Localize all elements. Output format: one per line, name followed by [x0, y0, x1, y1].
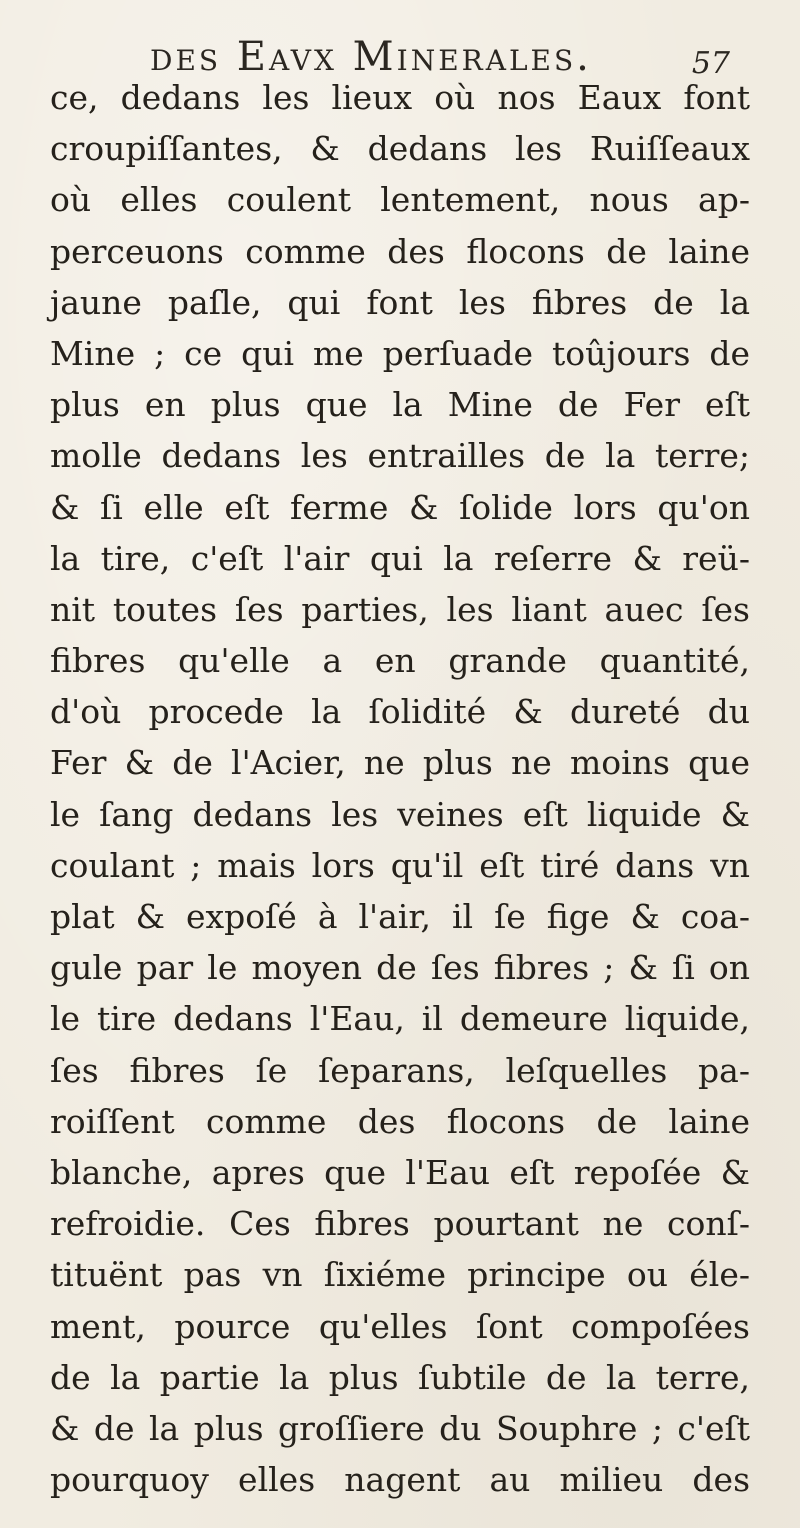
text-line: refroidie. Ces fibres pourtant ne conſ-: [50, 1204, 750, 1244]
text-line: où elles coulent lentement, nous ap-: [50, 180, 750, 220]
text-line: & de la plus groſſiere du Souphre ; c'eſt: [50, 1408, 750, 1448]
text-line: & ſi elle eſt ferme & ſolide lors qu'on: [50, 487, 750, 527]
text-line: perceuons comme des flocons de laine: [50, 231, 750, 271]
text-line: coulant ; mais lors qu'il eſt tiré dans vn: [50, 845, 750, 885]
text-line: plat & expoſé à l'air, il ſe fige & coa-: [50, 897, 750, 936]
text-line: blanche, apres que l'Eau eſt repoſée &: [50, 1152, 750, 1192]
text-line: nit toutes ſes parties, les liant auec ſes: [50, 589, 750, 629]
text-line: de la partie la plus ſubtile de la terre,: [50, 1357, 750, 1397]
page-number: 57: [691, 46, 730, 81]
body-text: [50, 72, 750, 1505]
text-line: pourquoy elles nagent au milieu des: [50, 1460, 750, 1500]
text-line: jaune paſle, qui font les fibres de la: [50, 282, 750, 322]
text-line: croupiſſantes, & dedans les Ruiſſeaux: [50, 129, 750, 169]
text-line: le ſang dedans les veines eſt liquide &: [50, 794, 750, 834]
text-line: fibres qu'elle a en grande quantité,: [50, 641, 750, 681]
text-line: ment, pource qu'elles ſont compoſées: [50, 1306, 750, 1346]
text-line: roiſſent comme des flocons de laine: [50, 1101, 750, 1141]
running-head: des Eavx Minerales.: [150, 34, 592, 80]
text-line: ſes fibres ſe ſeparans, leſquelles pa-: [50, 1050, 750, 1090]
text-line: plus en plus que la Mine de Fer eſt: [50, 385, 750, 425]
text-line: ce, dedans les lieux où nos Eaux font: [50, 78, 750, 117]
text-line: la tire, c'eſt l'air qui la reſerre & reü-: [50, 538, 750, 578]
text-line: molle dedans les entrailles de la terre;: [50, 436, 750, 476]
text-line: d'où procede la ſolidité & dureté du: [50, 692, 750, 732]
text-line: Mine ; ce qui me perſuade toûjours de: [50, 333, 750, 373]
text-line: le tire dedans l'Eau, il demeure liquide,: [50, 999, 750, 1039]
text-line: Fer & de l'Acier, ne plus ne moins que: [50, 743, 750, 783]
text-line: gule par le moyen de ſes fibres ; & ſi on: [50, 948, 750, 988]
text-line: tituënt pas vn ſixiéme principe ou éle-: [50, 1255, 750, 1295]
